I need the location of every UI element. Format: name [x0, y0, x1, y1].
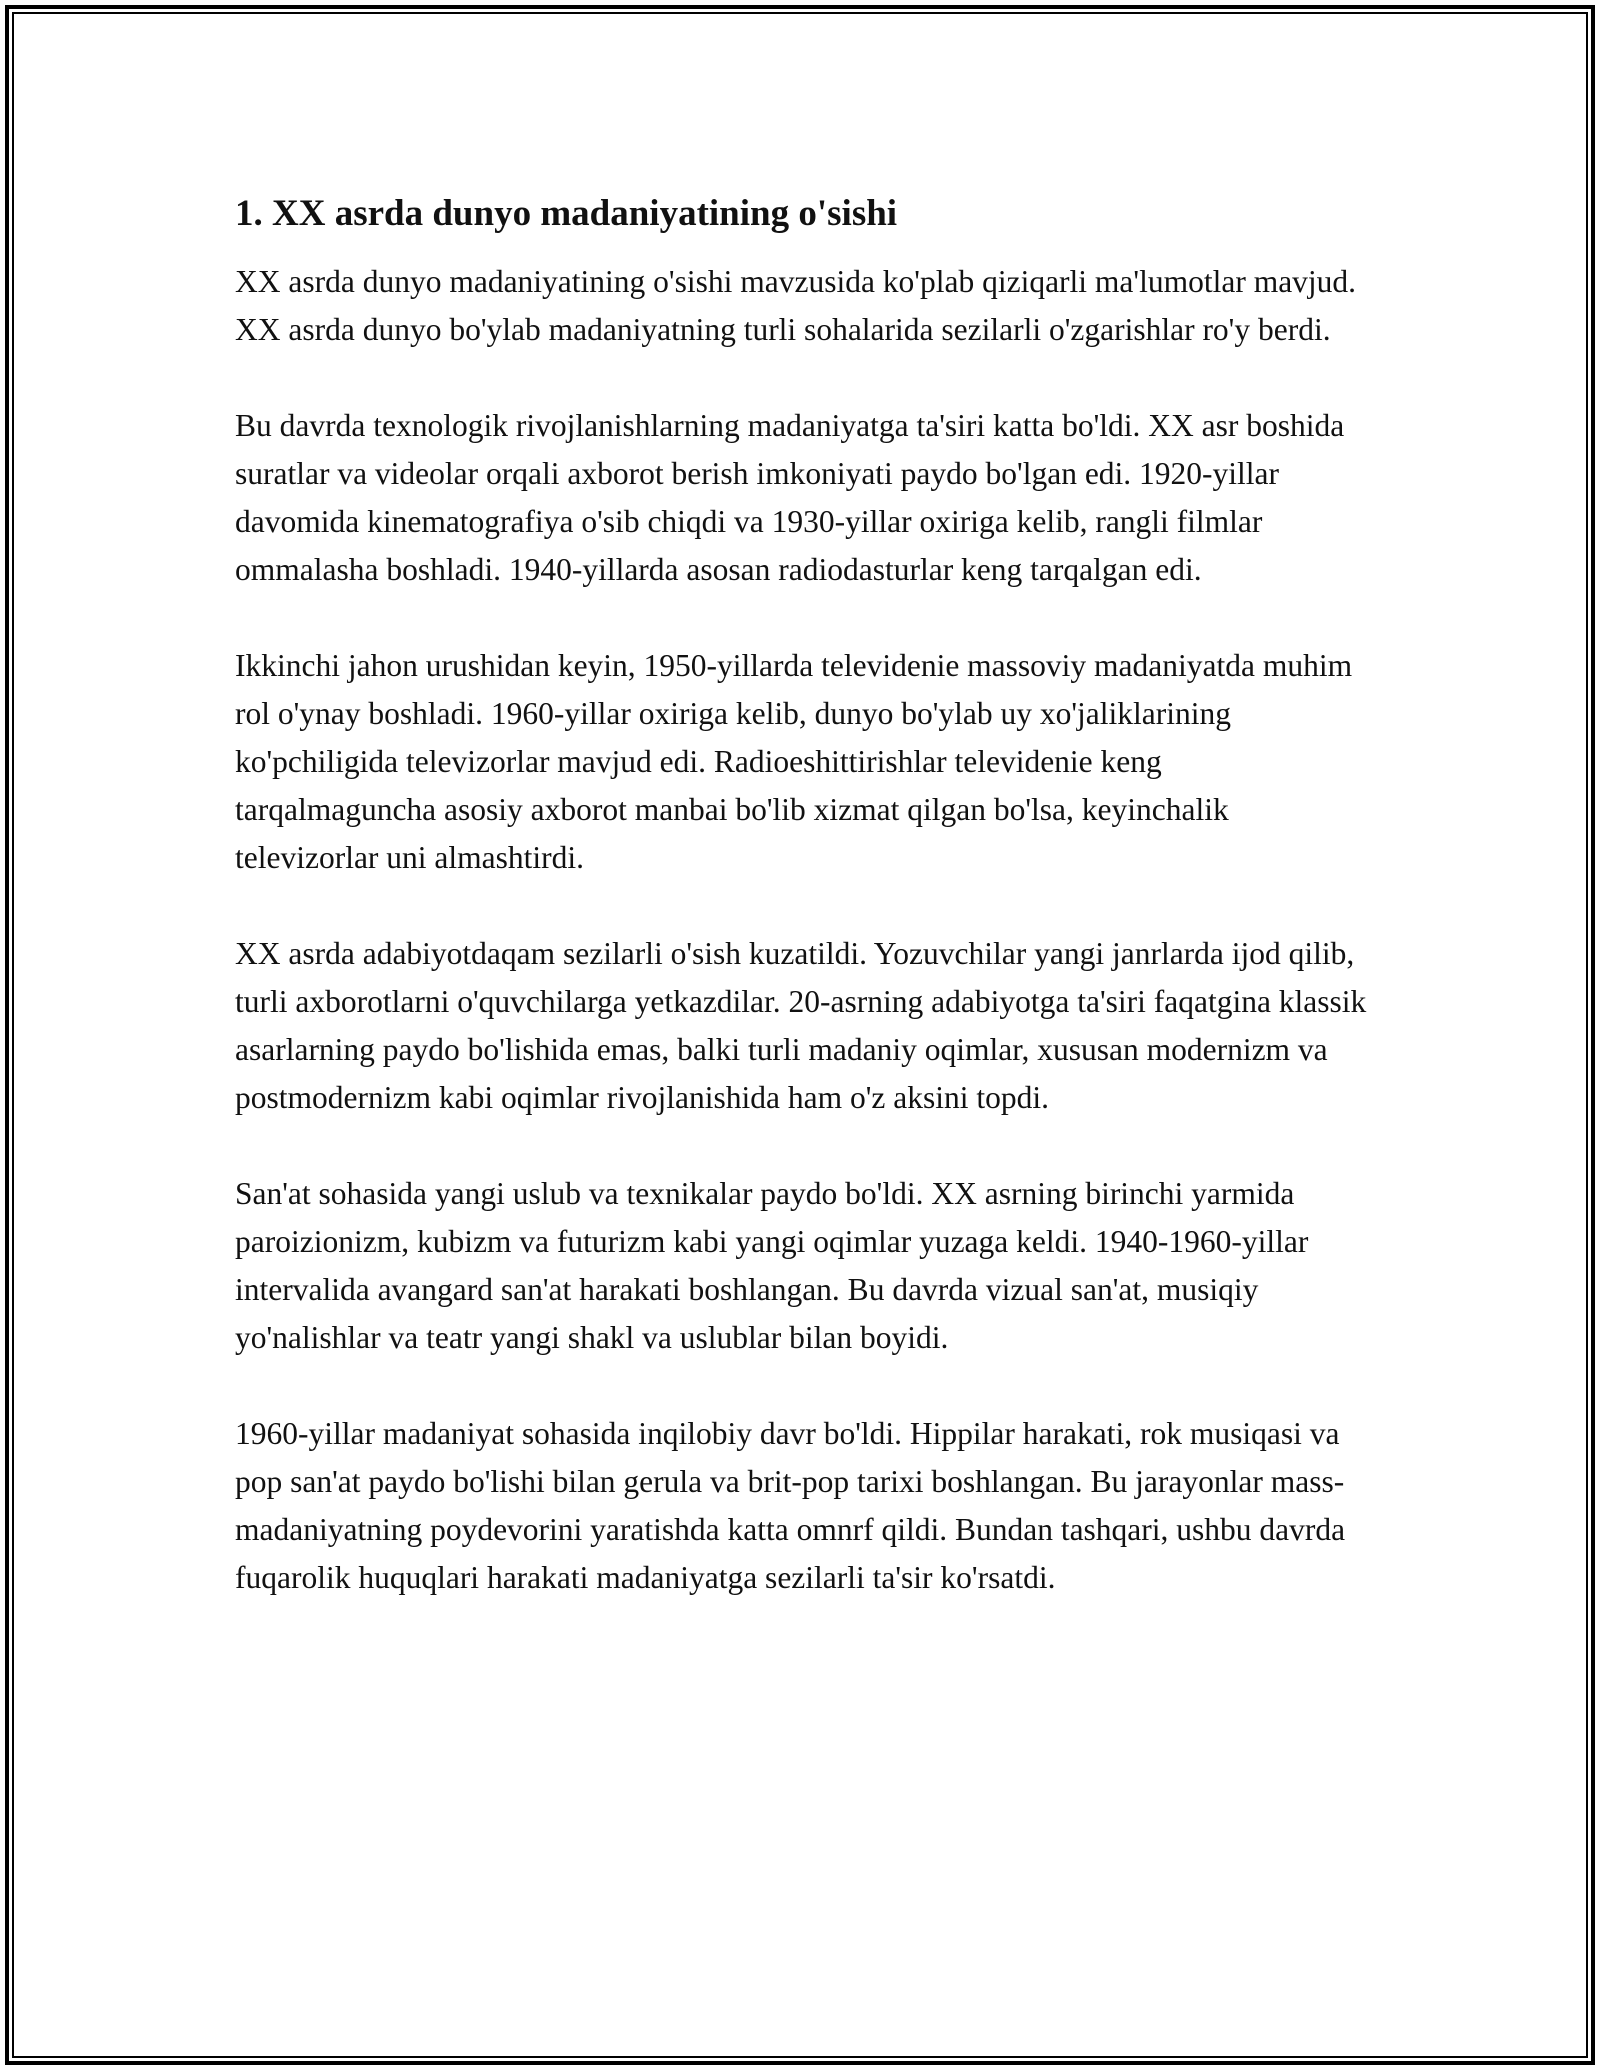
paragraph-intro: XX asrda dunyo madaniyatining o'sishi mavzusida ko'plab qiziqarli ma'lumotlar mavjud. XX asrda dunyo bo'ylab madaniyatning turli sohalarida sezilarli o'zgarishlar ro'y berdi. [235, 264, 1357, 347]
paragraph-literature: XX asrda adabiyotdaqam sezilarli o'sish kuzatildi. Yozuvchilar yangi janrlarda ijod qilib, turli axborotlarni o'quvchilarga yetkazdilar. 20-asrning adabiyotga ta'siri faqatgina klassik asarlarning paydo bo'lishida emas, balki turli madaniy oqimlar, xususan modernizm va postmodernizm kabi oqimlar rivojlanishida ham o'z aksini topdi. [235, 936, 1367, 1115]
paragraph-sixties: 1960-yillar madaniyat sohasida inqilobiy davr bo'ldi. Hippilar harakati, rok musiqasi va pop san'at paydo bo'lishi bilan gerula va brit-pop tarixi boshlangan. Bu jarayonlar mass-madaniyatning poydevorini yaratishda katta omnrf qildi. Bundan tashqari, ushbu davrda fuqarolik huquqlari harakati madaniyatga sezilarli ta'sir ko'rsatdi. [235, 1416, 1346, 1595]
document-body [235, 188, 1370, 1650]
section-heading: 1. XX asrda dunyo madaniyatining o'sishi [235, 193, 898, 234]
paragraph-art: San'at sohasida yangi uslub va texnikalar paydo bo'ldi. XX asrning birinchi yarmida paroizionizm, kubizm va futurizm kabi yangi oqimlar yuzaga keldi. 1940-1960-yillar intervalida avangard san'at harakati boshlangan. Bu davrda vizual san'at, musiqiy yo'nalishlar va teatr yangi shakl va uslublar bilan boyidi. [235, 1176, 1309, 1355]
paragraph-technology: Bu davrda texnologik rivojlanishlarning madaniyatga ta'siri katta bo'ldi. XX asr boshida suratlar va videolar orqali axborot berish imkoniyati paydo bo'lgan edi. 1920-yillar davomida kinematografiya o'sib chiqdi va 1930-yillar oxiriga kelib, rangli filmlar ommalasha boshladi. 1940-yillarda asosan radiodasturlar keng tarqalgan edi. [235, 408, 1345, 587]
paragraph-television: Ikkinchi jahon urushidan keyin, 1950-yillarda televidenie massoviy madaniyatda muhim rol o'ynay boshladi. 1960-yillar oxiriga kelib, dunyo bo'ylab uy xo'jaliklarining ko'pchiligida televizorlar mavjud edi. Radioeshittirishlar televidenie keng tarqalmaguncha asosiy axborot manbai bo'lib xizmat qilgan bo'lsa, keyinchalik televizorlar uni almashtirdi. [235, 648, 1353, 875]
